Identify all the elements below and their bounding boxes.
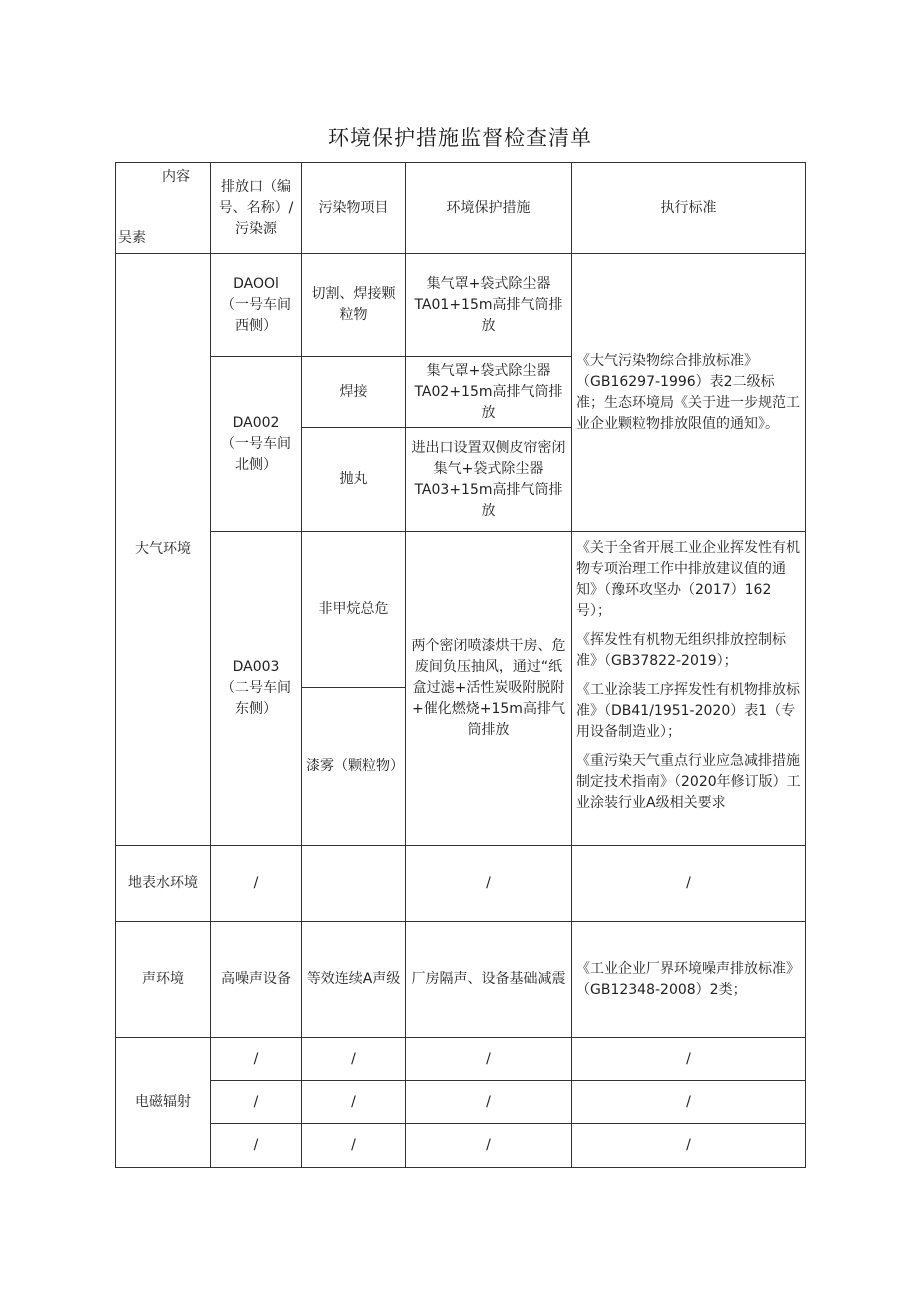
em-outlet-1: /: [211, 1038, 302, 1081]
air-standard-b-1: 《关于全省开展工业企业挥发性有机物专项治理工作中排放建议值的通知》（豫环攻坚办（2017）162号）；: [576, 540, 800, 619]
air-standard-b-4: 《重污染天气重点行业应急减排措施制定技术指南》（2020年修订版）工业涂装行业A级相关要求: [576, 753, 801, 811]
water-measure: /: [406, 846, 572, 922]
em-outlet-2: /: [211, 1081, 302, 1124]
air-outlet-1: [211, 254, 302, 357]
header-outlet: 排放口（编号、名称）/污染源: [211, 163, 302, 254]
header-pollutant: 污染物项目: [302, 163, 406, 254]
noise-label: 声环境: [116, 922, 211, 1038]
air-row-1: [116, 254, 806, 357]
header-corner: [116, 163, 211, 254]
header-standard: 执行标准: [572, 163, 806, 254]
em-measure-2: /: [406, 1081, 572, 1124]
air-outlet-3: [211, 532, 302, 846]
em-label: 电磁辐射: [116, 1038, 211, 1168]
header-element-label: 吴素: [118, 230, 146, 246]
air-standard-b: [572, 532, 806, 846]
air-standard-b-2: 《挥发性有机物无组织排放控制标准》（GB37822-2019）；: [576, 632, 786, 669]
inspection-table: [115, 162, 805, 1167]
air-outlet-1-id: DAOOl: [233, 275, 279, 292]
noise-standard: 《工业企业厂界环境噪声排放标准》（GB12348-2008）2类；: [572, 922, 806, 1038]
air-outlet-2-id: DA002: [232, 414, 280, 431]
em-pollutant-2: /: [302, 1081, 406, 1124]
air-pollutant-2: 焊接: [302, 357, 406, 428]
air-standard-b-3: 《工业涂装工序挥发性有机物排放标准》（DB41/1951-2020）表1（专用设备制造业）；: [576, 682, 800, 740]
em-pollutant-3: /: [302, 1124, 406, 1168]
noise-source: 高噪声设备: [211, 922, 302, 1038]
noise-measure: 厂房隔声、设备基础减震: [406, 922, 572, 1038]
header-content-label: 内容: [162, 169, 190, 185]
air-row-4: [116, 532, 806, 688]
page-title: 环境保护措施监督检查清单: [328, 126, 592, 150]
air-label: 大气环境: [116, 254, 211, 846]
water-outlet: /: [211, 846, 302, 922]
em-measure-3: /: [406, 1124, 572, 1168]
air-measure-1: 集气罩+袋式除尘器TA01+15m高排气筒排放: [406, 254, 572, 357]
air-pollutant-4: 非甲烷总危: [302, 532, 406, 688]
em-standard-2: /: [572, 1081, 806, 1124]
em-standard-1: /: [572, 1038, 806, 1081]
noise-pollutant: 等效连续A声级: [302, 922, 406, 1038]
air-measure-4: 两个密闭喷漆烘干房、危废间负压抽风，通过“纸盒过滤+活性炭吸附脱附+催化燃烧+15m高排气筒排放: [406, 532, 572, 846]
air-outlet-3-id: DA003: [232, 659, 280, 675]
noise-row: [116, 922, 806, 1038]
air-outlet-1-location: （一号车间西侧）: [221, 296, 291, 334]
water-label: 地表水环境: [116, 846, 211, 922]
em-standard-3: /: [572, 1124, 806, 1168]
air-outlet-2: [211, 357, 302, 532]
em-measure-1: /: [406, 1038, 572, 1081]
em-outlet-3: /: [211, 1124, 302, 1168]
air-measure-3: 进出口设置双侧皮帘密闭集气+袋式除尘器TA03+15m高排气筒排放: [406, 428, 572, 532]
em-pollutant-1: /: [302, 1038, 406, 1081]
air-standard-a: 《大气污染物综合排放标准》（GB16297-1996）表2二级标准；生态环境局《关于进一步规范工业企业颗粒物排放限值的通知》。: [572, 254, 806, 532]
air-pollutant-3: 抛丸: [302, 428, 406, 532]
air-pollutant-5: 漆雾（颗粒物）: [302, 688, 406, 846]
water-pollutant: [302, 846, 406, 922]
air-outlet-3-location: （二号车间东侧）: [221, 680, 291, 717]
air-pollutant-1: 切割、焊接颗粒物: [302, 254, 406, 357]
water-standard: /: [572, 846, 806, 922]
air-measure-2: 集气罩+袋式除尘器TA02+15m高排气筒排放: [406, 357, 572, 428]
header-row: [116, 163, 806, 254]
header-measure: 环境保护措施: [406, 163, 572, 254]
em-row-3: [116, 1124, 806, 1168]
air-outlet-2-location: （一号车间北侧）: [221, 435, 291, 473]
water-row: [116, 846, 806, 922]
em-row-2: [116, 1081, 806, 1124]
em-row-1: [116, 1038, 806, 1081]
